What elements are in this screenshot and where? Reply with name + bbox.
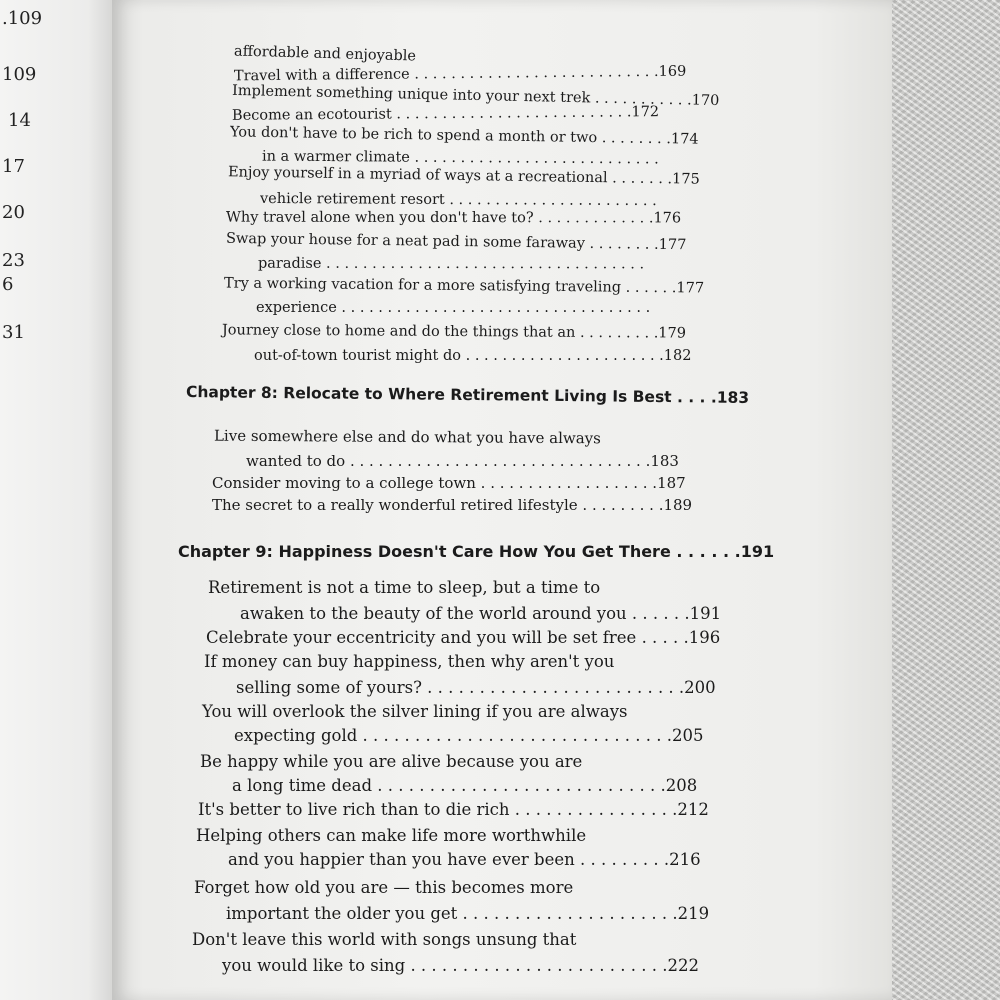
left-page-number: 6	[2, 274, 14, 295]
toc-entry: The secret to a really wonderful retired lifestyle . . . . . . . . .189	[212, 496, 693, 514]
left-page-number: .109	[2, 8, 43, 29]
toc-entry: Travel with a difference . . . . . . . . . . . . . . . . . . . . . . . . . . .169	[233, 63, 687, 85]
toc-entry: Try a working vacation for a more satisfying traveling . . . . . .177	[223, 275, 705, 297]
toc-entry: Don't leave this world with songs unsung that	[192, 930, 577, 949]
toc-entry: wanted to do . . . . . . . . . . . . . . . . . . . . . . . . . . . . . . . .183	[246, 452, 679, 470]
left-page-number: 109	[2, 64, 37, 85]
toc-entry: and you happier than you have ever been . . . . . . . . .216	[228, 850, 701, 869]
toc-entry: You don't have to be rich to spend a month or two . . . . . . . .174	[229, 124, 699, 148]
toc-entry: If money can buy happiness, then why aren't you	[204, 652, 615, 671]
left-page-number: 17	[2, 156, 25, 177]
toc-entry: important the older you get . . . . . . . . . . . . . . . . . . . . .219	[226, 904, 710, 923]
toc-entry: vehicle retirement resort . . . . . . . . . . . . . . . . . . . . . . .	[259, 190, 657, 210]
toc-entry: You will overlook the silver lining if you are always	[202, 702, 628, 721]
left-page-number: 14	[8, 110, 31, 131]
toc-entry: Be happy while you are alive because you are	[200, 752, 583, 771]
toc-entry: Journey close to home and do the things that an . . . . . . . . .179	[221, 322, 687, 342]
toc-entry: Swap your house for a neat pad in some faraway . . . . . . . .177	[225, 230, 687, 254]
toc-entry: Celebrate your eccentricity and you will be set free . . . . .196	[206, 628, 721, 647]
toc-entry: Consider moving to a college town . . . . . . . . . . . . . . . . . . .187	[212, 474, 686, 492]
toc-entry: Live somewhere else and do what you have always	[213, 426, 601, 448]
toc-entry: paradise . . . . . . . . . . . . . . . . . . . . . . . . . . . . . . . . . . .	[257, 255, 645, 273]
toc-entry: Helping others can make life more worthwhile	[196, 826, 587, 845]
toc-entry: selling some of yours? . . . . . . . . . . . . . . . . . . . . . . . . .200	[236, 678, 716, 697]
toc-entry: out-of-town tourist might do . . . . . . . . . . . . . . . . . . . . . .182	[254, 348, 692, 364]
left-page-number: 23	[2, 250, 25, 271]
toc-entry: awaken to the beauty of the world around you . . . . . .191	[240, 604, 722, 623]
toc-entry: Implement something unique into your next trek . . . . . . . . . . .170	[231, 82, 720, 110]
toc-entry: Forget how old you are — this becomes more	[194, 878, 574, 897]
book-page	[112, 0, 892, 1000]
toc-entry: experience . . . . . . . . . . . . . . . . . . . . . . . . . . . . . . . . . .	[256, 300, 651, 316]
chapter-8-heading: Chapter 8: Relocate to Where Retirement Living Is Best . . . .183	[185, 383, 750, 407]
toc-entry: Retirement is not a time to sleep, but a time to	[208, 578, 601, 597]
toc-entry: a long time dead . . . . . . . . . . . . . . . . . . . . . . . . . . . .208	[232, 776, 698, 795]
toc-entry: Become an ecotourist . . . . . . . . . . . . . . . . . . . . . . . . . .172	[231, 104, 660, 124]
toc-entry: expecting gold . . . . . . . . . . . . . . . . . . . . . . . . . . . . . .205	[234, 726, 704, 745]
table-of-contents	[112, 0, 892, 1000]
toc-entry: you would like to sing . . . . . . . . . . . . . . . . . . . . . . . . .222	[222, 956, 699, 975]
left-page-number: 20	[2, 202, 25, 223]
toc-entry: Enjoy yourself in a myriad of ways at a recreational . . . . . . .175	[227, 164, 700, 188]
toc-entry: in a warmer climate . . . . . . . . . . . . . . . . . . . . . . . . . . .	[261, 148, 659, 168]
toc-entry: affordable and enjoyable	[233, 43, 417, 65]
chapter-9-heading: Chapter 9: Happiness Doesn't Care How You Get There . . . . . .191	[178, 542, 775, 561]
toc-entry: It's better to live rich than to die rich . . . . . . . . . . . . . . . .212	[198, 800, 709, 819]
toc-entry: Why travel alone when you don't have to? . . . . . . . . . . . . .176	[225, 209, 682, 227]
left-facing-page	[0, 0, 110, 1000]
left-page-number: 31	[2, 322, 25, 343]
